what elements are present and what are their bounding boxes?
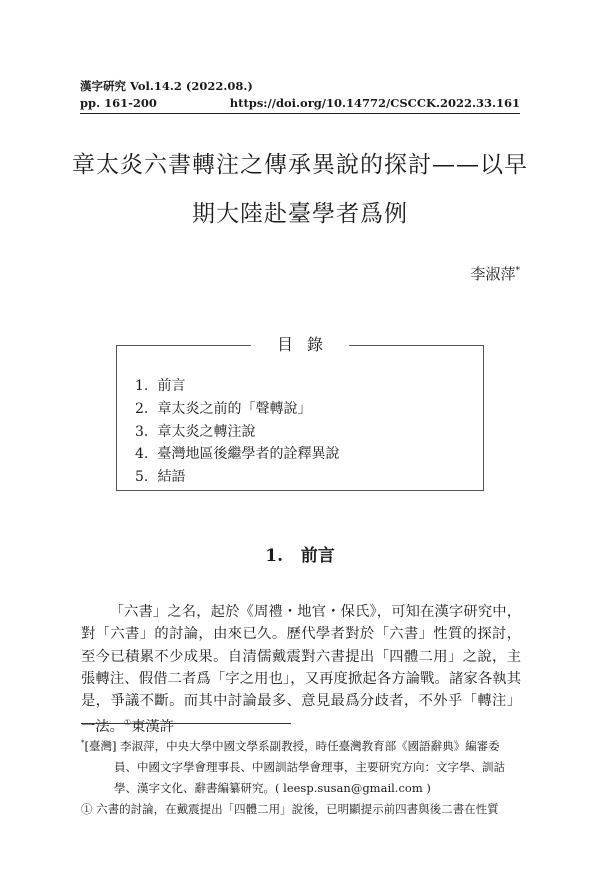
toc-item[interactable] — [135, 375, 339, 398]
footnote-divider — [81, 723, 291, 724]
toc-item[interactable] — [135, 443, 339, 466]
toc-item-label: 臺灣地區後繼學者的詮釋異說 — [157, 446, 340, 463]
paper-title-line-1: 章太炎六書轉注之傳承異說的探討——以早 — [72, 152, 528, 178]
footnote-1 — [81, 799, 521, 820]
author-footnote-marker: * — [81, 739, 85, 747]
toc-item-number: 3. — [135, 423, 149, 440]
footnote-ref-1[interactable]: ① — [123, 718, 132, 728]
toc-item-label: 章太炎之前的「聲轉說」 — [157, 400, 312, 417]
author-name-text: 李淑萍 — [470, 265, 516, 283]
author-name — [470, 263, 520, 284]
section-title: 前言 — [300, 546, 335, 566]
header-info-line — [80, 96, 520, 111]
section-heading — [0, 541, 600, 566]
toc-list — [135, 375, 339, 489]
page-range: pp. 161-200 — [80, 96, 157, 110]
toc-item-number: 2. — [135, 400, 149, 417]
table-of-contents — [116, 335, 484, 491]
footnote-1-marker: ① — [81, 802, 93, 816]
section-number: 1. — [265, 546, 283, 566]
toc-item-number: 1. — [135, 378, 149, 394]
header-divider — [80, 113, 520, 114]
paper-title-line-2: 期大陸赴臺學者爲例 — [192, 201, 408, 227]
body-text — [81, 601, 521, 739]
author-footnote-first-line — [81, 733, 521, 757]
toc-item-label: 章太炎之轉注說 — [157, 423, 256, 440]
toc-item-label: 結語 — [157, 469, 186, 486]
footnote-1-text: 六書的討論，在戴震提出「四體二用」說後，已明顯提示前四書與後二書在性質 — [96, 802, 499, 816]
doi-link[interactable]: https://doi.org/10.14772/CSCCK.2022.33.161 — [229, 96, 520, 110]
journal-header: 漢字硏究 Vol.14.2 (2022.08.) — [80, 79, 253, 93]
author-footnote-lead: [臺灣] 李淑萍，中央大學中國文學系副教授，時任臺灣教育部《國語辭典》編審委 — [84, 738, 500, 753]
author-footnote — [81, 733, 521, 799]
author-footnote-mark[interactable]: * — [515, 266, 520, 276]
body-paragraph — [81, 601, 521, 739]
toc-item[interactable] — [135, 421, 339, 444]
toc-item-number: 5. — [135, 469, 149, 486]
toc-item[interactable] — [135, 398, 339, 421]
toc-item-number: 4. — [135, 446, 149, 463]
toc-item[interactable] — [135, 466, 339, 489]
toc-item-label: 前言 — [157, 378, 186, 394]
paragraph-text: 「六書」之名，起於《周禮・地官・保氏》，可知在漢字研究中，對「六書」的討論，由來已久。歷代學者對於「六書」性質的探討，至今已積累不少成果。自清儒戴震對六書提出「四體二用」之說，主張轉注、假借二者爲「字之用也」，又再度掀起各方論戰。諸家各執其是，爭議不斷。而其中討論最多、意見最爲分歧者，不外乎「轉注」一法。 — [81, 604, 521, 736]
toc-heading: 目錄 — [251, 334, 349, 356]
author-footnote-continuation: 員、中國文字學會理事長、中國訓詁學會理事，主要研究方向：文字學、訓詁學、漢字文化、辭書編纂研究。( leesp.susan@gmail.com ) — [114, 759, 505, 795]
paragraph-tail: 東漢許 — [131, 719, 174, 736]
